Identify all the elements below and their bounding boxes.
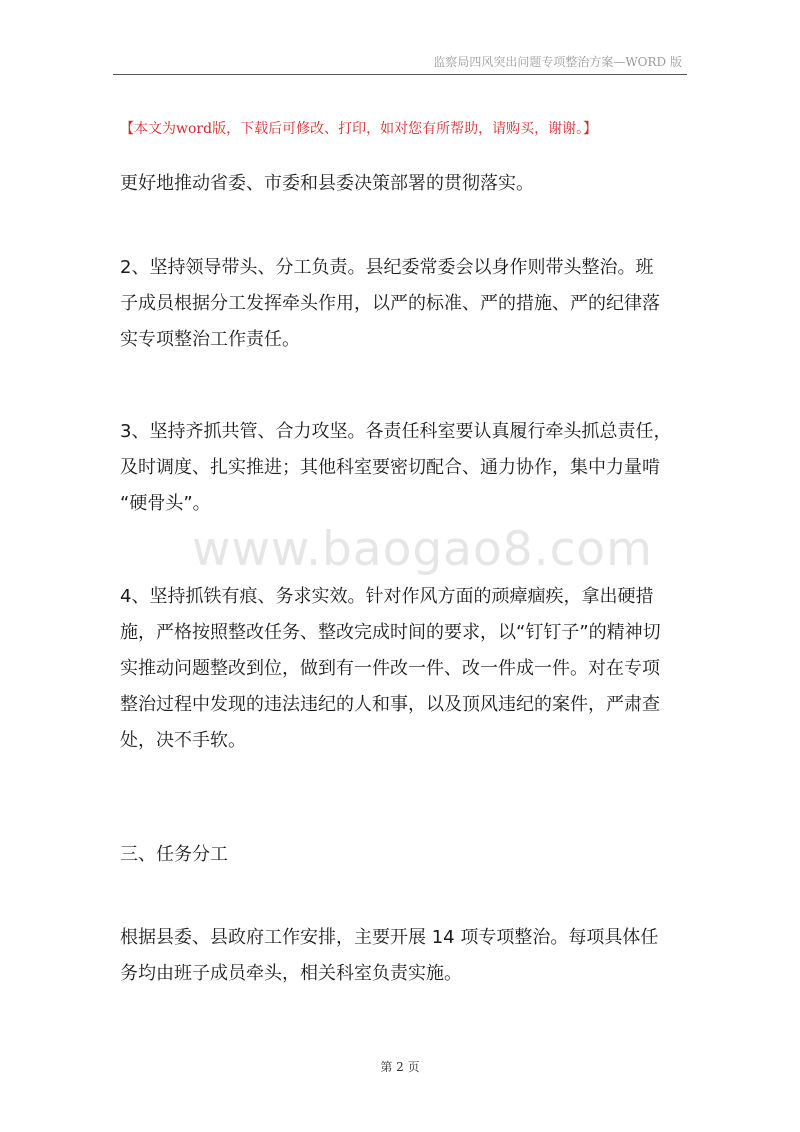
section-heading-task-division bbox=[120, 837, 690, 873]
paragraph-line: 务均由班子成员牵头，相关科室负责实施。 bbox=[120, 963, 462, 984]
paragraph-line: 三、任务分工 bbox=[120, 844, 228, 865]
paragraph-line: 子成员根据分工发挥牵头作用，以严的标准、严的措施、严的纪律落 bbox=[120, 293, 660, 314]
paragraph-line: 处，决不手软。 bbox=[120, 730, 246, 751]
paragraph-line: 实专项整治工作责任。 bbox=[120, 329, 300, 350]
paragraph-item-3 bbox=[120, 414, 690, 522]
page-number: 第 2 页 bbox=[380, 1060, 420, 1074]
header-title: 监察局四风突出问题专项整治方案—WORD 版 bbox=[433, 55, 682, 69]
watermark: www.baogao8.com bbox=[192, 522, 653, 577]
paragraph-line: 3、坚持齐抓共管、合力攻坚。各责任科室要认真履行牵头抓总责任， bbox=[120, 421, 672, 442]
paragraph-line: “硬骨头”。 bbox=[120, 493, 211, 514]
paragraph-line: 施，严格按照整改任务、整改完成时间的要求，以“钉钉子”的精神切 bbox=[120, 622, 661, 643]
paragraph-line: 4、坚持抓铁有痕、务求实效。针对作风方面的顽瘴痼疾，拿出硬措 bbox=[120, 586, 654, 607]
paragraph-item-2 bbox=[120, 250, 690, 358]
paragraph-line: 整治过程中发现的违法违纪的人和事，以及顶风违纪的案件，严肃查 bbox=[120, 694, 660, 715]
paragraph-line: 更好地推动省委、市委和县委决策部署的贯彻落实。 bbox=[120, 173, 534, 194]
paragraph-task-division bbox=[120, 920, 690, 992]
paragraph-line: 2、坚持领导带头、分工负责。县纪委常委会以身作则带头整治。班 bbox=[120, 257, 654, 278]
paragraph-intro bbox=[120, 166, 690, 202]
paragraph-line: 根据县委、县政府工作安排，主要开展 14 项专项整治。每项具体任 bbox=[120, 927, 659, 948]
download-notice: 【本文为word版，下载后可修改、打印，如对您有所帮助，请购买，谢谢。】 bbox=[120, 121, 598, 137]
paragraph-line: 及时调度、扎实推进；其他科室要密切配合、通力协作，集中力量啃 bbox=[120, 457, 660, 478]
header-divider bbox=[113, 74, 687, 75]
paragraph-line: 实推动问题整改到位，做到有一件改一件、改一件成一件。对在专项 bbox=[120, 658, 660, 679]
paragraph-item-4 bbox=[120, 579, 690, 759]
